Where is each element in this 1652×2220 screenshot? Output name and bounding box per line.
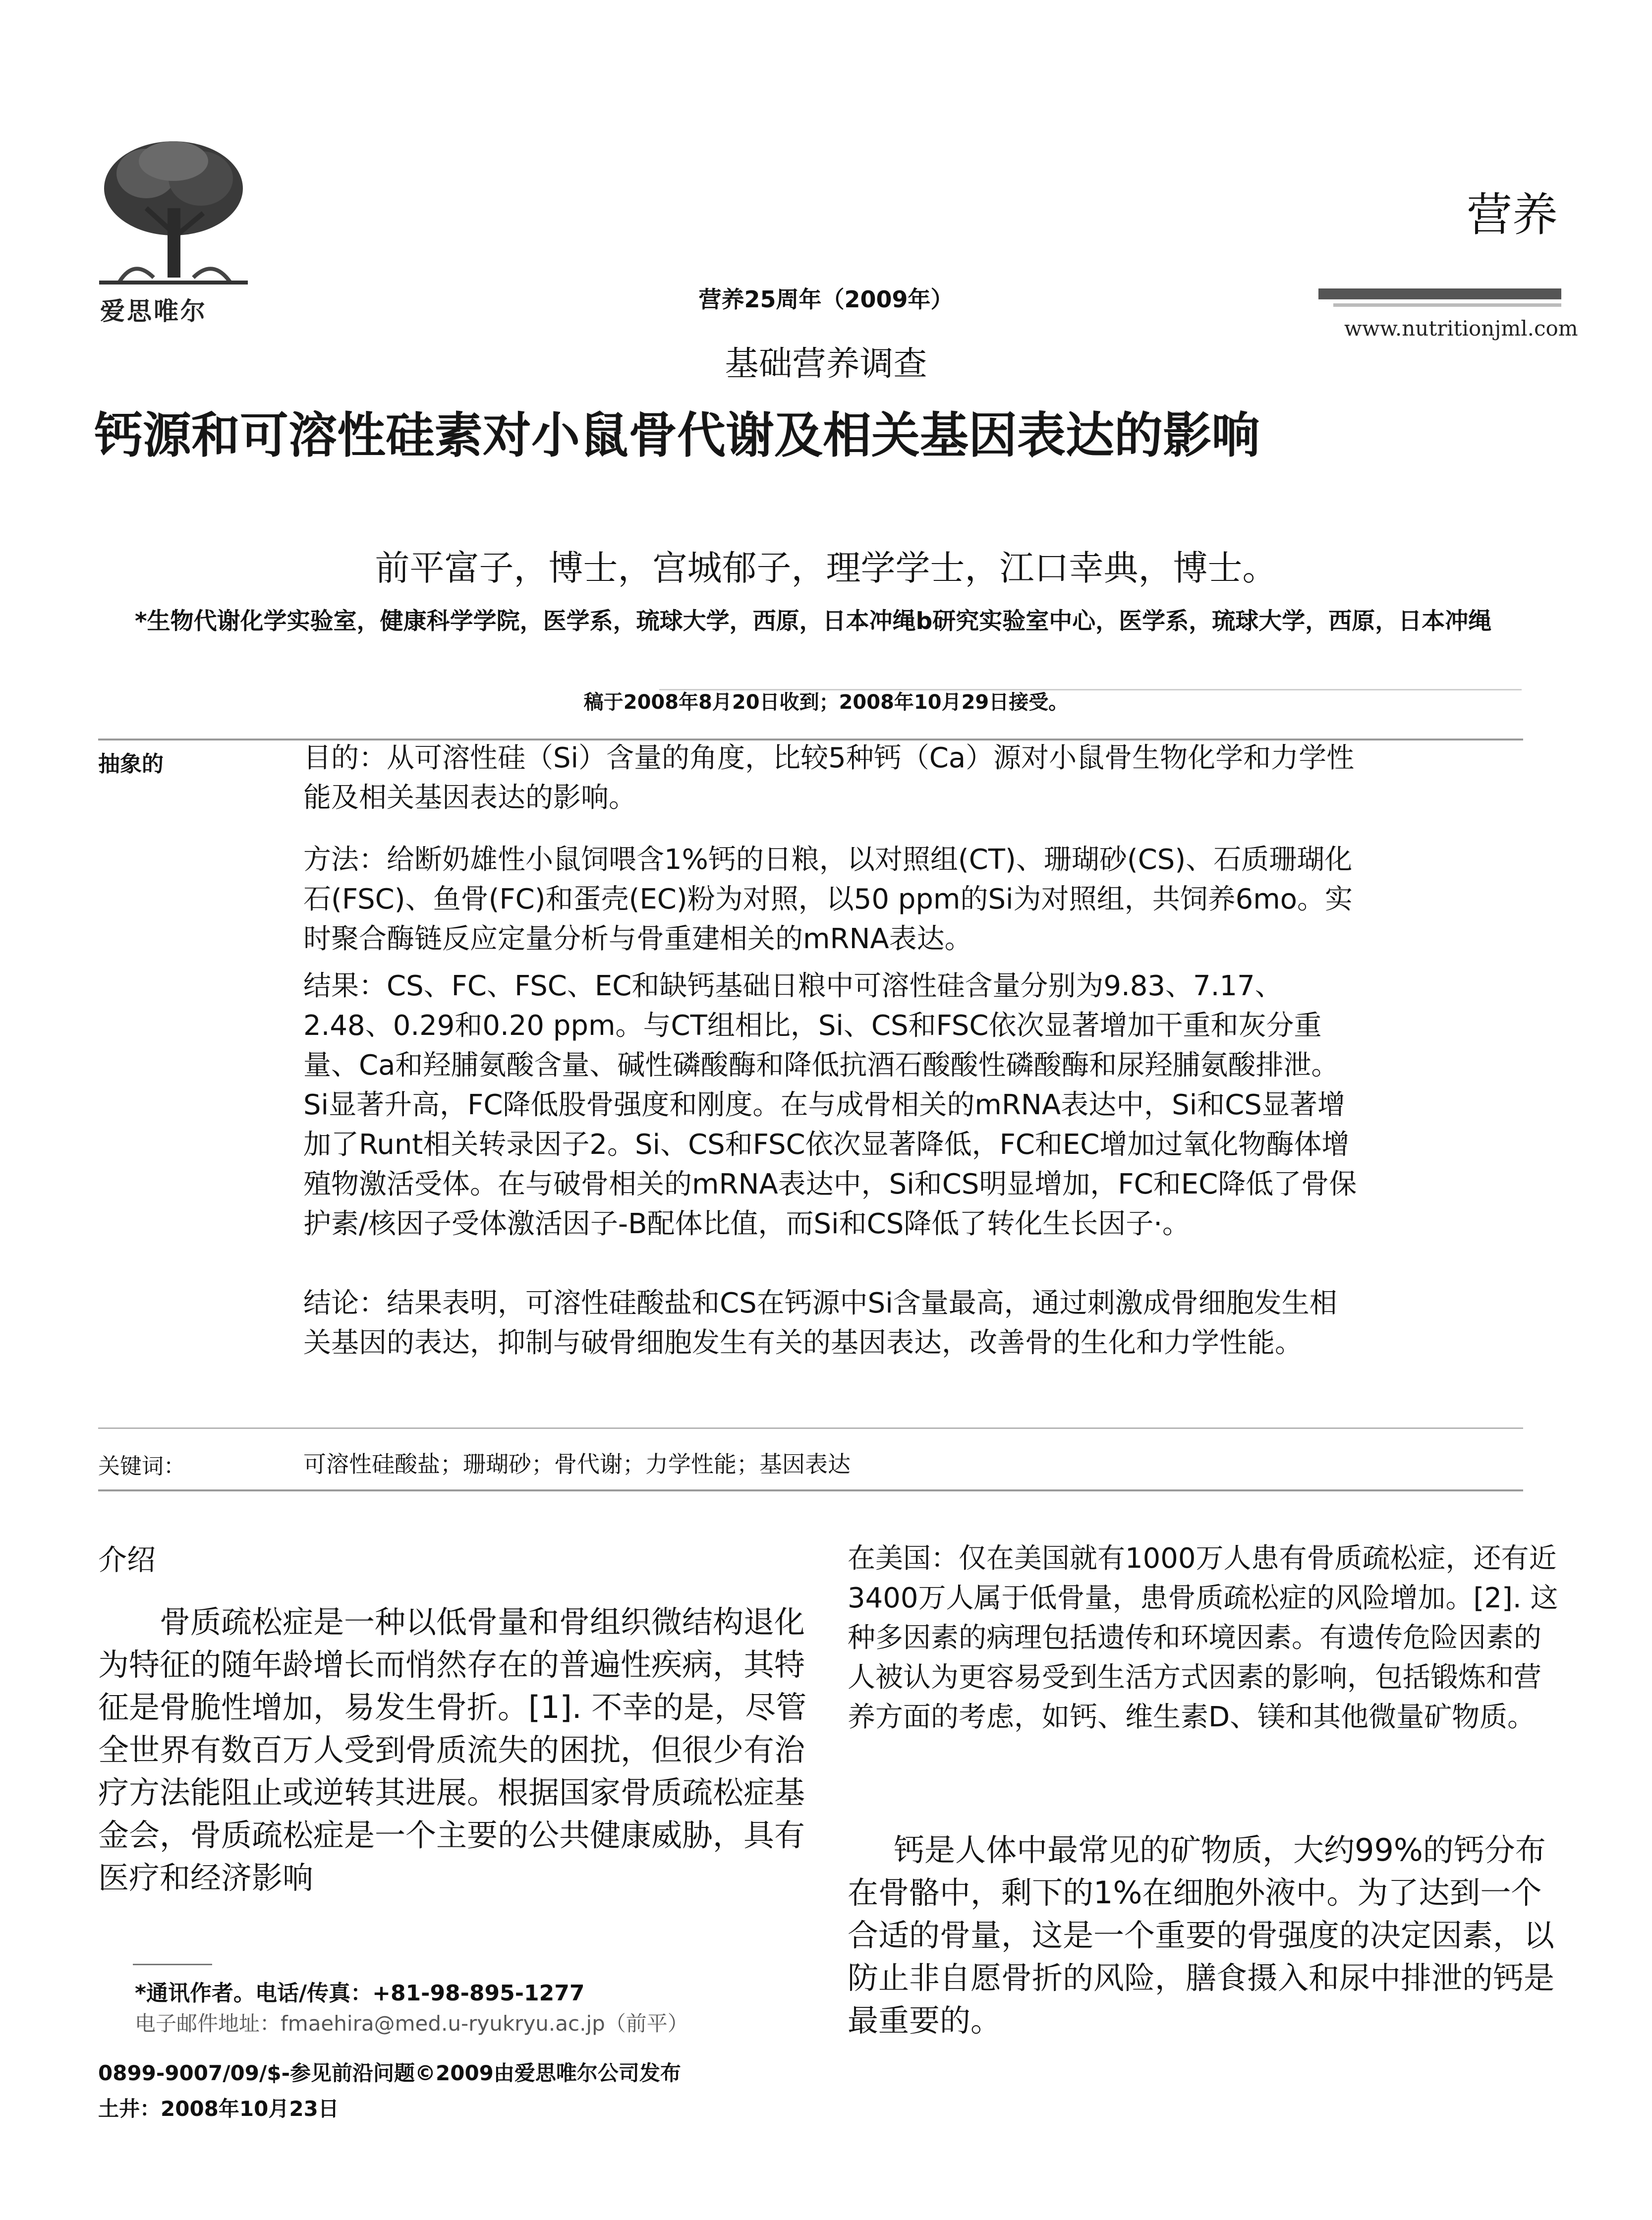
article-section: 基础营养调查 xyxy=(725,344,927,384)
anniversary-banner: 营养25周年（2009年） xyxy=(698,286,954,313)
footnote-rule xyxy=(133,1964,212,1965)
abstract-conclusion: 结论：结果表明，可溶性硅酸盐和CS在钙源中Si含量最高，通过刺激成骨细胞发生相关基因的表达，抑制与破骨细胞发生有关的基因表达，改善骨的生化和力学性能。 xyxy=(303,1287,1337,1359)
intro-paragraph-1: 骨质疏松症是一种以低骨量和骨组织微结构退化为特征的随年龄增长而悄然存在的普遍性疾病，其特征是骨脆性增加，易发生骨折。[1]. 不幸的是，尽管全世界有数百万人受到骨质流失的困扰，但很少有治疗方法能阻止或逆转其进展。根据国家骨质疏松症基金会，骨质疏松症是一个主要的公共健康威胁，具有医疗和经济影响 xyxy=(98,1604,807,1896)
keywords-text: 可溶性硅酸盐；珊瑚砂；骨代谢；力学性能；基因表达 xyxy=(303,1451,851,1478)
article-title: 钙源和可溶性硅素对小鼠骨代谢及相关基因表达的影响 xyxy=(94,407,1260,464)
received-dates: 稿于2008年8月20日收到；2008年10月29日接受。 xyxy=(583,691,1069,714)
keywords-label: 关键词： xyxy=(98,1454,185,1479)
abstract-methods: 方法：给断奶雄性小鼠饲喂含1%钙的日粮，以对照组(CT)、珊瑚砂(CS)、石质珊瑚化石(FSC)、鱼骨(FC)和蛋壳(EC)粉为对照，以50 ppm的Si为对照组，共饲养6mo。实时聚合酶链反应定量分析与骨重建相关的mRNA表达。 xyxy=(303,844,1353,955)
section-heading-introduction: 介绍 xyxy=(98,1543,156,1577)
abstract-objective: 目的：从可溶性硅（Si）含量的角度，比较5种钙（Ca）源对小鼠骨生物化学和力学性能及相关基因表达的影响。 xyxy=(303,742,1355,814)
affiliation: *生物代谢化学实验室，健康科学学院，医学系，琉球大学，西原，日本冲绳b研究实验室中心，医学系，琉球大学，西原，日本冲绳 xyxy=(135,608,1492,635)
abstract-results: 结果：CS、FC、FSC、EC和缺钙基础日粮中可溶性硅含量分别为9.83、7.17、2.48、0.29和0.20 ppm。与CT组相比，Si、CS和FSC依次显著增加干重和灰分重量、Ca和羟脯氨酸含量、碱性磷酸酶和降低抗酒石酸酸性磷酸酶和尿羟脯氨酸排泄。Si显著升高，FC降低股骨强度和刚度。在与成骨相关的mRNA表达中，Si和CS显著增加了Runt相关转录因子2。Si、CS和FSC依次显著降低，FC和EC增加过氧化物酶体增殖物激活受体。在与破骨相关的mRNA表达中，Si和CS明显增加，FC和EC降低了骨保护素/核因子受体激活因子-B配体比值，而Si和CS降低了转化生长因子·。 xyxy=(303,970,1357,1240)
publisher-name: 爱思唯尔 xyxy=(100,297,207,326)
issn-copyright: 0899-9007/09/$-参见前沿问题©2009由爱思唯尔公司发布 xyxy=(98,2061,681,2085)
keywords-rule xyxy=(98,1427,1523,1429)
journal-url[interactable]: www.nutritionjml.com xyxy=(1344,316,1578,341)
author-email[interactable]: 电子邮件地址：fmaehira@med.u-ryukryu.ac.jp（前平） xyxy=(135,2011,688,2036)
author-list: 前平富子，博士，宫城郁子，理学学士，江口幸典，博士。 xyxy=(375,548,1277,588)
received-divider xyxy=(659,689,1522,690)
corresponding-author: *通讯作者。电话/传真：+81-98-895-1277 xyxy=(135,1981,585,2006)
abstract-label: 抽象的 xyxy=(98,751,164,777)
doi: 土井：2008年10月23日 xyxy=(98,2097,339,2121)
intro-paragraph-3: 钙是人体中最常见的矿物质，大约99%的钙分布在骨骼中，剩下的1%在细胞外液中。为了达到一个合适的骨量，这是一个重要的骨强度的决定因素，以防止非自愿骨折的风险，膳食摄入和尿中排泄的钙是最重要的。 xyxy=(848,1832,1555,2039)
intro-paragraph-2: 在美国：仅在美国就有1000万人患有骨质疏松症，还有近3400万人属于低骨量，患骨质疏松症的风险增加。[2]. 这种多因素的病理包括遗传和环境因素。有遗传危险因素的人被认为更容易受到生活方式因素的影响，包括锻炼和营养方面的考虑，如钙、维生素D、镁和其他微量矿物质。 xyxy=(848,1542,1558,1733)
body-top-rule xyxy=(98,1489,1523,1491)
journal-name: 营养 xyxy=(1466,188,1558,241)
